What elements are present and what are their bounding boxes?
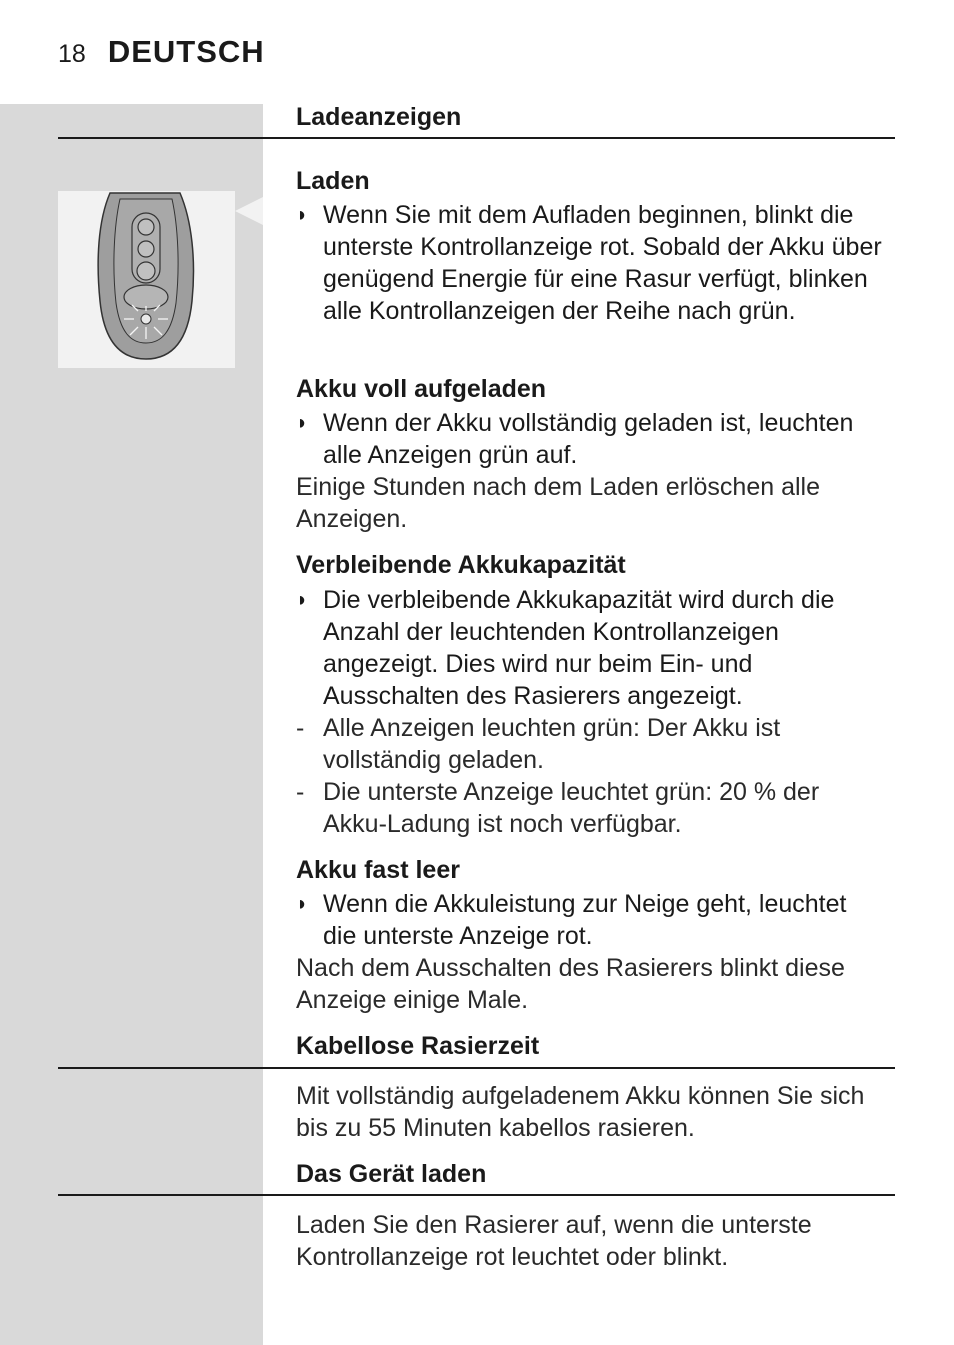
- bullet-text: Wenn Sie mit dem Aufladen beginnen, blinkt die unterste Kontrollanzeige rot. Sobald der Akku über genügend Energie für eine Rasur verfügt, blinken alle Kontrollanzeigen der Reihe nach grün.: [323, 201, 882, 325]
- section-title-laden-geraet: Das Gerät laden: [296, 1160, 487, 1188]
- page-language-title: DEUTSCH: [107, 34, 265, 69]
- dash-text: Alle Anzeigen leuchten grün: Der Akku ist vollständig geladen.: [323, 714, 781, 774]
- subtitle-laden: Laden: [296, 167, 370, 195]
- shaver-illustration: [58, 191, 235, 368]
- section-title-kabellos: Kabellose Rasierzeit: [296, 1032, 540, 1060]
- bullet-text: Wenn die Akkuleistung zur Neige geht, leuchtet die unterste Anzeige rot.: [323, 890, 847, 950]
- bullet-text: Wenn der Akku vollständig geladen ist, leuchten alle Anzeigen grün auf.: [323, 409, 854, 469]
- illustration-pointer: [235, 197, 263, 225]
- bullet-marker: ◗: [296, 589, 309, 611]
- note-fast-leer: Nach dem Ausschalten des Rasierers blinkt diese Anzeige einige Male.: [296, 954, 845, 1014]
- section-title-ladeanzeigen: Ladeanzeigen: [296, 103, 462, 131]
- bullet-verbleibend: [296, 584, 886, 712]
- note-akku-voll: Einige Stunden nach dem Laden erlöschen alle Anzeigen.: [296, 473, 820, 533]
- section-divider: [58, 1067, 895, 1069]
- dash-item-lowest-green: [296, 776, 886, 840]
- bullet-akku-voll: [296, 407, 886, 471]
- dash-marker: -: [296, 778, 305, 806]
- bullet-laden: [296, 199, 886, 327]
- section-divider: [58, 1194, 895, 1196]
- text-kabellos: Mit vollständig aufgeladenem Akku können Sie sich bis zu 55 Minuten kabellos rasieren.: [296, 1082, 865, 1142]
- page-number: 18: [58, 40, 86, 68]
- bullet-marker: ◗: [296, 204, 309, 226]
- shaver-indicator-icon: [58, 191, 235, 368]
- dash-text: Die unterste Anzeige leuchtet grün: 20 % der Akku-Ladung ist noch verfügbar.: [323, 778, 820, 838]
- dash-item-all-green: [296, 712, 886, 776]
- section-divider: [58, 137, 895, 139]
- bullet-fast-leer: [296, 888, 886, 952]
- subtitle-verbleibend: Verbleibende Akkukapazität: [296, 551, 626, 579]
- subtitle-fast-leer: Akku fast leer: [296, 856, 460, 884]
- page-header: [58, 34, 265, 70]
- bullet-marker: ◗: [296, 412, 309, 434]
- dash-marker: -: [296, 714, 305, 742]
- subtitle-akku-voll: Akku voll aufgeladen: [296, 375, 547, 403]
- bullet-text: Die verbleibende Akkukapazität wird durch die Anzahl der leuchtenden Kontrollanzeigen angezeigt. Dies wird nur beim Ein- und Ausschalten des Rasierers angezeigt.: [323, 586, 835, 710]
- bullet-marker: ◗: [296, 893, 309, 915]
- text-laden-geraet: Laden Sie den Rasierer auf, wenn die unterste Kontrollanzeige rot leuchtet oder blinkt.: [296, 1211, 812, 1271]
